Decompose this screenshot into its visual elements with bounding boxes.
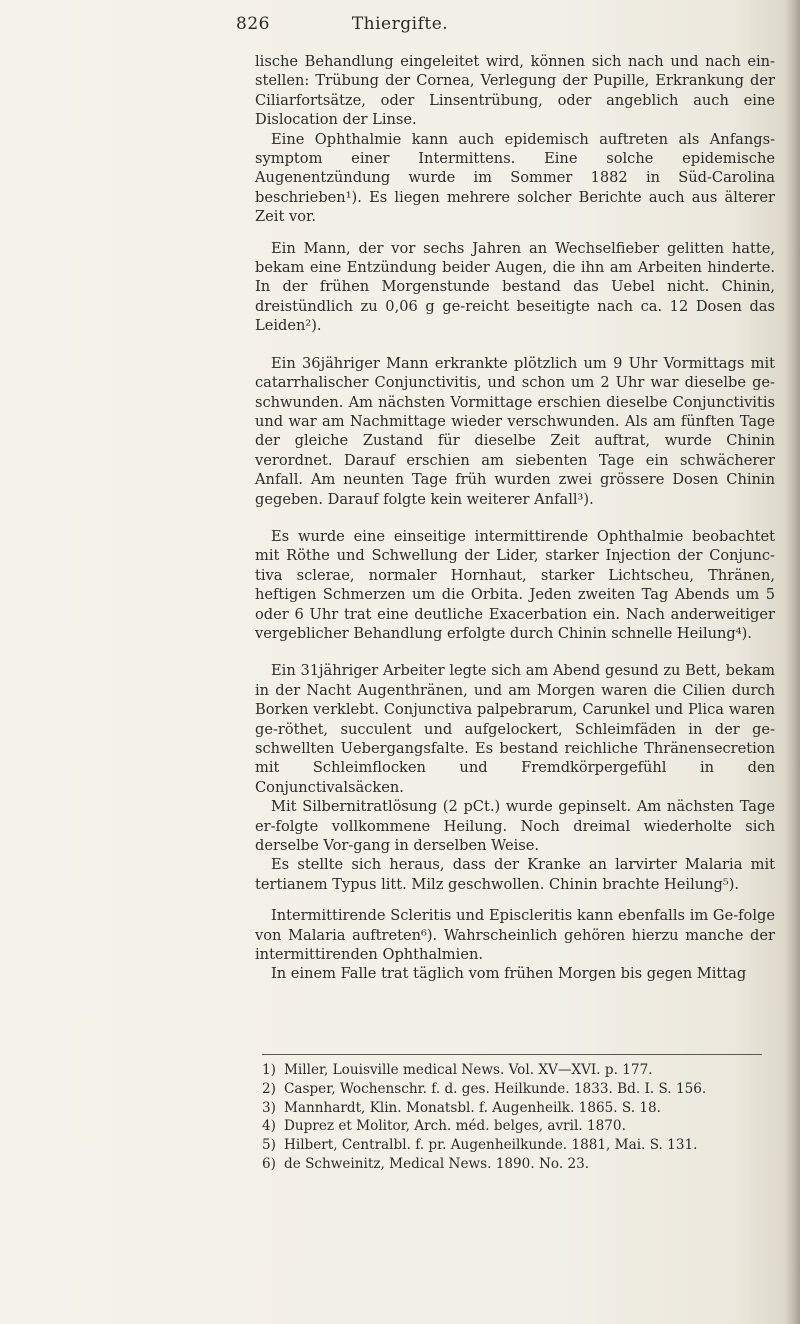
paragraph-final-line: In einem Falle trat täglich vom frühen Morgen bis gegen Mittag bbox=[271, 965, 747, 983]
paragraph-case-4-diagnosis: Es stellte sich heraus, dass der Kranke an larvirter Malaria mit tertianem Typus litt. Milz geschwollen. Chinin brachte Heilung⁵). bbox=[255, 856, 775, 893]
footnote-item: 5) Hilbert, Centralbl. f. pr. Augenheilkunde. 1881, Mai. S. 131. bbox=[262, 1137, 698, 1154]
page-binding-edge bbox=[784, 0, 800, 1324]
paragraph-case-2: Ein 36jähriger Mann erkrankte plötzlich um 9 Uhr Vormittags mit catarrhalischer Conjunctivitis, und schon um 2 Uhr war dieselbe ge-schwunden. Am nächsten Vormittage erschien dieselbe Conjunctivitis und war am Nachmittage wieder verschwunden. Als am fünften Tage der gleiche Zustand für dieselbe Zeit auftrat, wurde Chinin verordnet. Darauf erschien am siebenten Tage ein schwächerer Anfall. Am neunten Tage früh wurden zwei grössere Dosen Chinin gegeben. Darauf folgte kein weiterer Anfall³). bbox=[255, 354, 775, 508]
footnotes bbox=[262, 1054, 762, 1174]
page-number: 826 bbox=[236, 14, 270, 34]
footnote-item: 4) Duprez et Molitor, Arch. méd. belges, avril. 1870. bbox=[262, 1118, 626, 1135]
footnote-item: 1) Miller, Louisville medical News. Vol. XV—XVI. p. 177. bbox=[262, 1062, 653, 1078]
footnote-item: 3) Mannhardt, Klin. Monatsbl. f. Augenheilk. 1865. S. 18. bbox=[262, 1099, 662, 1116]
running-title: Thiergifte. bbox=[351, 14, 449, 34]
paragraph-continuation: lische Behandlung eingeleitet wird, können sich nach und nach ein-stellen: Trübung der Cornea, Verlegung der Pupille, Erkrankung der Ciliarfortsätze, oder Linsentrübung, oder angeblich auch eine Dislocation der Linse. bbox=[255, 53, 775, 129]
footnote-item: 2) Casper, Wochenschr. f. d. ges. Heilkunde. 1833. Bd. I. S. 156. bbox=[262, 1080, 707, 1097]
paragraph-case-4: Ein 31jähriger Arbeiter legte sich am Abend gesund zu Bett, bekam in der Nacht Augenthränen, und am Morgen waren die Cilien durch Borken verklebt. Conjunctiva palpebrarum, Carunkel und Plica waren ge-röthet, succulent und aufgelockert, Schleimfäden in der ge-schwellten Uebergangsfalte. Es bestand reichliche Thränensecretion mit Schleimflocken und Fremdkörpergefühl in den Conjunctivalsäcken. bbox=[255, 662, 775, 796]
paragraph-case-3: Es wurde eine einseitige intermittirende Ophthalmie beobachtet mit Röthe und Schwellung der Lider, starker Injection der Conjunc-tiva sclerae, normaler Hornhaut, starker Lichtscheu, Thränen, heftigen Schmerzen um die Orbita. Jeden zweiten Tag Abends um 5 oder 6 Uhr trat eine deutliche Exacerbation ein. Nach anderweitiger vergeblicher Behandlung erfolgte durch Chinin schnelle Heilung⁴). bbox=[255, 527, 775, 642]
paragraph-case-1: Ein Mann, der vor sechs Jahren an Wechselfieber gelitten hatte, bekam eine Entzündung beider Augen, die ihn am Arbeiten hinderte. In der frühen Morgenstunde bestand das Uebel nicht. Chinin, dreistündlich zu 0,06 g ge-reicht beseitigte nach ca. 12 Dosen das Leiden²). bbox=[255, 239, 775, 335]
paragraph-epidemic-ophthalmia: Eine Ophthalmie kann auch epidemisch auftreten als Anfangs-symptom einer Intermittens. Eine solche epidemische Augenentzündung wurde im Sommer 1882 in Süd-Carolina beschrieben¹). Es liegen mehrere solcher Berichte auch aus älterer Zeit vor. bbox=[255, 130, 775, 226]
page-header bbox=[0, 14, 800, 42]
paragraph-scleritis: Intermittirende Scleritis und Episcleritis kann ebenfalls im Ge-folge von Malaria auftreten⁶). Wahrscheinlich gehören hierzu manche der intermittirenden Ophthalmien. bbox=[255, 907, 775, 964]
footnote-item: 6) de Schweinitz, Medical News. 1890. No. 23. bbox=[262, 1155, 590, 1172]
paragraph-case-4-treatment: Mit Silbernitratlösung (2 pCt.) wurde gepinselt. Am nächsten Tage er-folgte vollkommene Heilung. Noch dreimal wiederholte sich derselbe Vor-gang in derselben Weise. bbox=[255, 798, 775, 855]
body-text bbox=[255, 52, 775, 984]
